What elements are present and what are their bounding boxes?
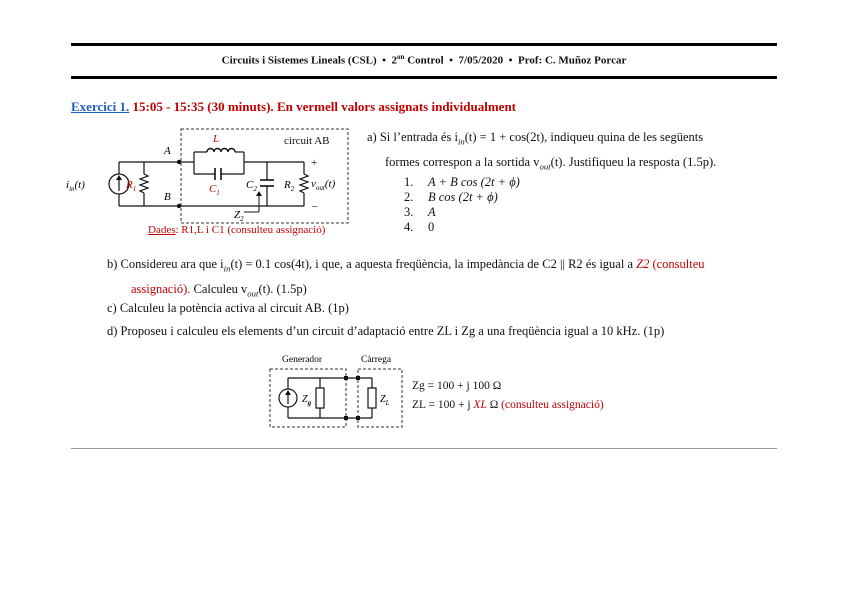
question-c: c) Calculeu la potència activa al circuit AB. (1p) [107, 301, 349, 315]
r2-label: $R_2$ [284, 179, 295, 193]
c2-label: $C_2$ [246, 179, 257, 193]
l-label: L [213, 133, 220, 145]
generator-label: Generador [282, 355, 323, 365]
bottom-rule [71, 448, 777, 449]
vout-label: $v_{out}(t)$ [311, 178, 336, 192]
zl-label: $Z_L$ [380, 394, 390, 407]
top-rule [71, 43, 777, 46]
inductor-icon [207, 149, 235, 153]
node-bottom-left [344, 416, 348, 420]
plus-sign: + [311, 157, 318, 169]
option-4: 4. 0 [404, 220, 435, 234]
c1-label: $C_1$ [209, 183, 220, 197]
question-b: b) Considereu ara que $i_{in}(t) = 0.1$ cos(4t), i que, a aquesta freqüència, la impedància de C2 || R2 és igual a Z2 (consulteu assignació). Calculeu $v_{out}(t)$. (1.5p) [107, 257, 705, 298]
option-2: 2. B cos (2t + ϕ) [404, 190, 498, 204]
node-top-right [356, 376, 360, 380]
iin-label: $i_{in}(t)$ [66, 179, 85, 193]
option-1: 1. A + B cos (2t + ϕ) [404, 175, 520, 189]
circuit-diagram [64, 124, 356, 224]
node-top-left [344, 376, 348, 380]
minus-sign: – [312, 200, 318, 212]
header-bottom-rule [71, 76, 777, 79]
zl-value: ZL = 100 + j XL Ω (consulteu assignació) [412, 399, 604, 411]
exercise-note: En vermell valors assignats individualment [273, 99, 517, 114]
node-b-label: B [164, 191, 171, 203]
data-note: Dades: R1,L i C1 (consulteu assignació) [148, 224, 326, 236]
question-a: a) Si l’entrada és $i_{in}(t) = 1 + \cos(2t)$, indiqueu quina de les següents formes correspon a la sortida $v_{out}(t)$. Justifiqueu la resposta (1.5p). [367, 130, 717, 171]
zg-label: $Z_g$ [302, 394, 312, 407]
r1-resistor-icon [140, 174, 148, 193]
option-3: 3. A [404, 205, 436, 219]
adaptation-diagram [268, 352, 408, 430]
page-header: Circuits i Sistemes Lineals (CSL) • $2^{on}$ Control • 7/05/2020 • Prof: C. Muñoz Porcar [221, 53, 627, 67]
node-a-label: A [164, 145, 171, 157]
exercise-time: 15:05 - 15:35 (30 minuts). [129, 99, 274, 114]
impedance-values [412, 377, 604, 415]
z2-label: $Z_2$ [234, 209, 244, 223]
exercise-label: Exercici 1. [71, 99, 130, 114]
answer-options [404, 175, 520, 235]
zl-box [368, 388, 376, 408]
exercise-title [71, 99, 516, 115]
zg-box [316, 388, 324, 408]
r1-label: $R_1$ [126, 179, 137, 193]
zg-value: Zg = 100 + j 100 Ω [412, 380, 502, 392]
question-d: d) Proposeu i calculeu els elements d’un circuit d’adaptació entre ZL i Zg a una freqüència igual a 10 kHz. (1p) [107, 324, 665, 338]
load-label: Càrrega [361, 355, 392, 365]
node-bottom-right [356, 416, 360, 420]
circuit-ab-label: circuit AB [284, 135, 330, 147]
r2-resistor-icon [300, 174, 308, 193]
